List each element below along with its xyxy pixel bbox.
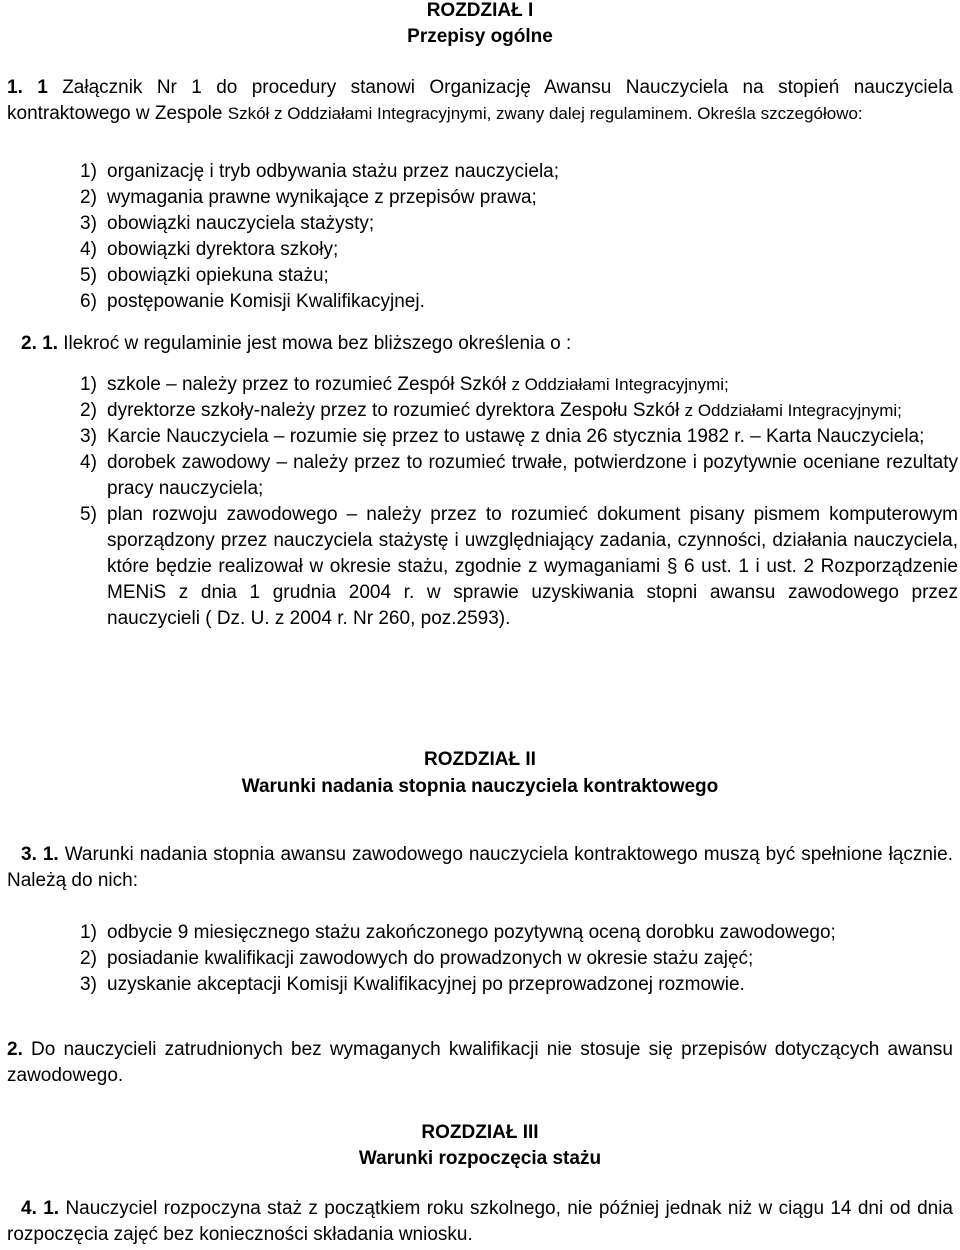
list-item: 4) obowiązki dyrektora szkoły; bbox=[80, 239, 339, 260]
paragraph-1 bbox=[7, 75, 953, 127]
chapter-1-title: Przepisy ogólne bbox=[407, 26, 553, 47]
paragraph-1-number: 1. 1 bbox=[7, 77, 48, 98]
definitions-list bbox=[80, 372, 958, 632]
paragraph-3 bbox=[7, 842, 953, 894]
chapter-3-title: Warunki rozpoczęcia stażu bbox=[358, 1148, 602, 1169]
chapter-1-heading: ROZDZIAŁ I bbox=[426, 0, 534, 21]
paragraph-2-text: Ilekroć w regulaminie jest mowa bez bliższego określenia o : bbox=[63, 333, 572, 354]
paragraph-3-text: Warunki nadania stopnia awansu zawodowego nauczyciela kontraktowego muszą być spełnione łącznie. Należą do nich: bbox=[7, 844, 953, 891]
paragraph-2-number: 2. 1. bbox=[21, 333, 58, 354]
paragraph-4-text: Do nauczycieli zatrudnionych bez wymaganych kwalifikacji nie stosuje się przepisów dotyczących awansu zawodowego. bbox=[7, 1039, 953, 1086]
paragraph-1-text: Załącznik Nr 1 do procedury stanowi Organizację Awansu Nauczyciela na stopień nauczyciela kontraktowego w Zespole bbox=[7, 77, 953, 124]
list-item: 2) dyrektorze szkoły-należy przez to rozumieć dyrektora Zespołu Szkół z Oddziałami Integracyjnymi; bbox=[80, 400, 902, 421]
list-item: 3) uzyskanie akceptacji Komisji Kwalifikacyjnej po przeprowadzonej rozmowie. bbox=[80, 974, 745, 995]
list-item: 3) Karcie Nauczyciela – rozumie się przez to ustawę z dnia 26 stycznia 1982 r. – Karta Nauczyciela; bbox=[80, 426, 925, 447]
list-item: 6) postępowanie Komisji Kwalifikacyjnej. bbox=[80, 291, 425, 312]
paragraph-5-text: Nauczyciel rozpoczyna staż z początkiem roku szkolnego, nie później jednak niż w ciągu 14 dni od dnia rozpoczęcia zajęć bez konieczności składania wniosku. bbox=[7, 1198, 953, 1245]
list-item: 5) plan rozwoju zawodowego – należy przez to rozumieć dokument pisany pismem komputerowym sporządzony przez nauczyciela stażystę i uwzględniający zadania, czynności, działania nauczyciela, które będzie realizował w okresie stażu, zgodnie z wymaganiami § 6 ust. 1 i ust. 2 Rozporządzenie MENiS z dnia 1 grudnia 2004 r. w sprawie uzyskiwania stopni awansu zawodowego przez nauczycieli ( Dz. U. z 2004 r. Nr 260, poz.2593). bbox=[80, 504, 958, 629]
list-item: 4) dorobek zawodowy – należy przez to rozumieć trwałe, potwierdzone i pozytywnie oceniane rezultaty pracy nauczyciela; bbox=[80, 452, 958, 499]
scope-list bbox=[80, 159, 958, 315]
paragraph-1-text-cont: Szkół z Oddziałami Integracyjnymi, zwany dalej regulaminem. Określa szczegółowo: bbox=[227, 104, 863, 123]
chapter-2-heading: ROZDZIAŁ II bbox=[424, 749, 536, 770]
list-item: 1) odbycie 9 miesięcznego stażu zakończonego pozytywną oceną dorobku zawodowego; bbox=[80, 922, 836, 943]
chapter-3-heading: ROZDZIAŁ III bbox=[421, 1122, 539, 1143]
list-item: 3) obowiązki nauczyciela stażysty; bbox=[80, 213, 375, 234]
list-item: 1) organizację i tryb odbywania stażu przez nauczyciela; bbox=[80, 161, 560, 182]
paragraph-3-number: 3. 1. bbox=[21, 844, 59, 865]
list-item: 2) wymagania prawne wynikające z przepisów prawa; bbox=[80, 187, 537, 208]
paragraph-2 bbox=[7, 331, 953, 357]
paragraph-4 bbox=[7, 1037, 953, 1089]
paragraph-5-number: 4. 1. bbox=[21, 1198, 60, 1219]
paragraph-5 bbox=[7, 1196, 953, 1248]
list-item: 2) posiadanie kwalifikacji zawodowych do prowadzonych w okresie stażu zajęć; bbox=[80, 948, 754, 969]
conditions-list bbox=[80, 920, 958, 998]
list-item: 5) obowiązki opiekuna stażu; bbox=[80, 265, 329, 286]
chapter-2-title: Warunki nadania stopnia nauczyciela kontraktowego bbox=[241, 776, 719, 797]
list-item: 1) szkole – należy przez to rozumieć Zespół Szkół z Oddziałami Integracyjnymi; bbox=[80, 374, 729, 395]
paragraph-4-number: 2. bbox=[7, 1039, 23, 1060]
